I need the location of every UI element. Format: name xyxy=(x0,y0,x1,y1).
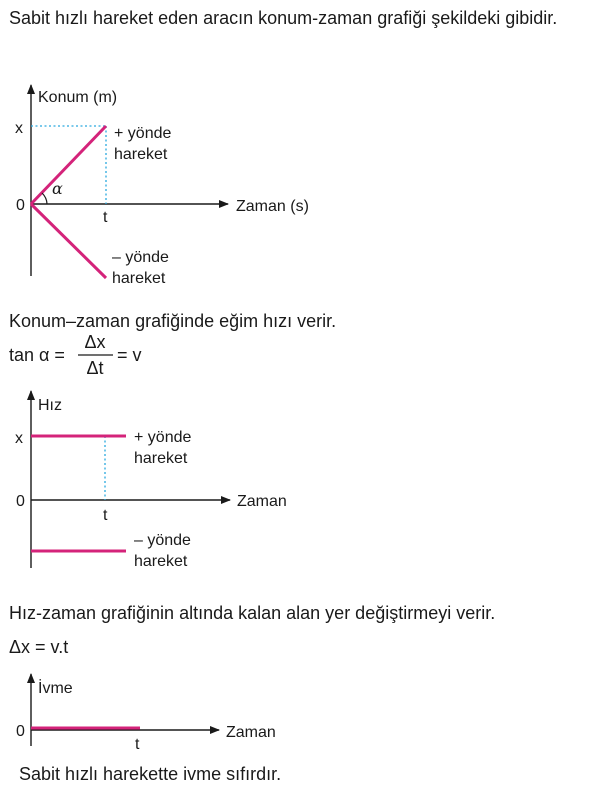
g2-pos-label-2: hareket xyxy=(134,450,188,467)
formula1-rhs: = v xyxy=(117,345,142,365)
g1-neg-label-2: hareket xyxy=(112,270,166,287)
g1-angle-label: α xyxy=(52,179,63,198)
g2-y-tick-x: x xyxy=(15,430,23,447)
intro-text: Sabit hızlı hareket eden aracın konum-zaman grafiği şekildeki gibidir. xyxy=(9,8,558,28)
g1-origin: 0 xyxy=(16,197,25,214)
g3-x-axis-label: Zaman xyxy=(226,724,276,741)
formula1-numerator: Δx xyxy=(84,332,106,352)
displacement-formula: Δx = v.t xyxy=(9,637,69,657)
g2-x-tick-t: t xyxy=(103,507,108,524)
g2-pos-label-1: + yönde xyxy=(134,429,192,446)
g1-pos-label-2: hareket xyxy=(114,146,168,163)
g1-neg-label-1: – yönde xyxy=(112,249,169,266)
g3-y-axis-label: İvme xyxy=(38,680,73,697)
g1-pos-label-1: + yönde xyxy=(114,125,172,142)
g1-x-axis-label: Zaman (s) xyxy=(236,198,309,215)
g2-neg-label-1: – yönde xyxy=(134,532,191,549)
g1-y-tick-x: x xyxy=(15,120,23,137)
g2-y-axis-label: Hız xyxy=(38,397,62,414)
g2-x-axis-label: Zaman xyxy=(237,493,287,510)
g3-x-tick-t: t xyxy=(135,736,140,753)
g1-x-tick-t: t xyxy=(103,209,108,226)
g1-y-axis-label: Konum (m) xyxy=(38,89,118,106)
zero-acceleration-text: Sabit hızlı harekette ivme sıfırdır. xyxy=(19,764,282,784)
formula1-denominator: Δt xyxy=(86,358,104,378)
area-text: Hız-zaman grafiğinin altında kalan alan yer değiştirmeyi verir. xyxy=(9,603,496,623)
slope-text: Konum–zaman grafiğinde eğim hızı verir. xyxy=(9,311,337,331)
formula1-lhs: tan α = xyxy=(9,345,65,365)
g3-origin: 0 xyxy=(16,723,25,740)
g2-neg-label-2: hareket xyxy=(134,553,188,570)
g2-origin: 0 xyxy=(16,493,25,510)
